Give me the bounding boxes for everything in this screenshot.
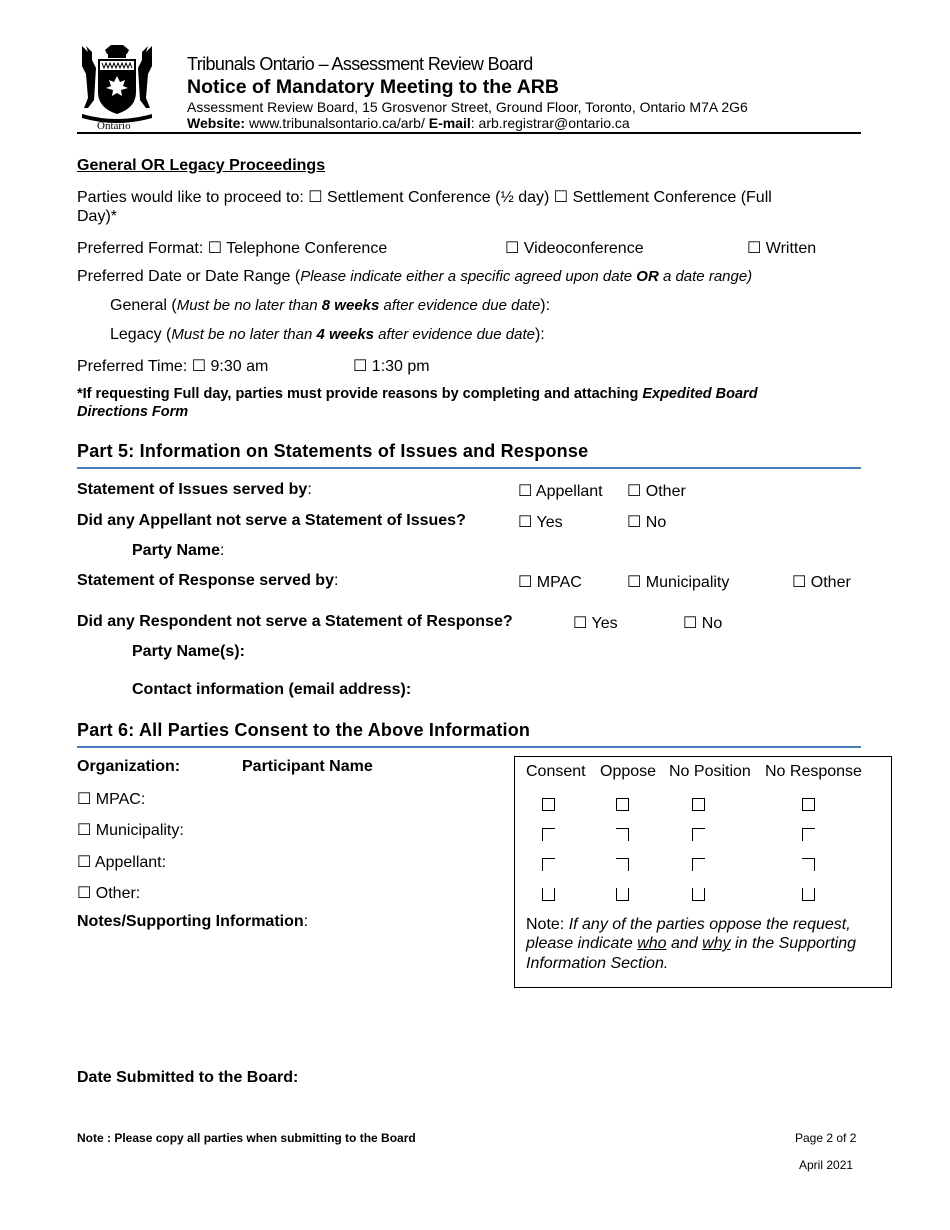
full-day-note-text: *If requesting Full day, parties must provide reasons by completing and attaching (77, 386, 643, 402)
consent-note-line3: Information Section. (526, 955, 669, 972)
revision-date: April 2021 (799, 1158, 854, 1172)
org-row-municipality[interactable]: ☐ Municipality: (77, 822, 184, 839)
legacy-date-row[interactable] (110, 326, 545, 344)
consent-checkbox[interactable] (542, 798, 555, 811)
response-served-label (77, 572, 338, 590)
issues-appellant-option[interactable]: ☐ Appellant (518, 483, 603, 500)
general-end: ): (540, 297, 551, 314)
page-number: Page 2 of 2 (795, 1131, 857, 1145)
issues-label: Statement of Issues served by (77, 481, 308, 498)
response-other-option[interactable]: ☐ Other (792, 574, 851, 591)
date-note-end: a date range) (658, 268, 753, 285)
website-link[interactable]: www.tribunalsontario.ca/arb/ (245, 115, 429, 131)
consent-note-line2 (526, 935, 856, 953)
consent-checkbox[interactable] (542, 858, 555, 871)
party-colon: : (220, 542, 225, 559)
oppose-checkbox[interactable] (616, 888, 629, 901)
header-contact (187, 115, 630, 131)
part6-rule (77, 746, 861, 748)
date-note-or: OR (636, 268, 659, 285)
response-colon: : (333, 572, 339, 589)
contact-info-field[interactable]: Contact information (email address): (132, 681, 412, 698)
legacy-weeks: 4 weeks (316, 326, 375, 343)
legacy-note-end: after evidence due date (374, 326, 535, 343)
general-label: General ( (110, 297, 177, 314)
issues-other-option[interactable]: ☐ Other (627, 483, 686, 500)
oppose-checkbox[interactable] (616, 828, 629, 841)
no-position-checkbox[interactable] (692, 828, 705, 841)
legacy-label: Legacy ( (110, 326, 172, 343)
no-position-checkbox[interactable] (692, 798, 705, 811)
response-yes-option[interactable]: ☐ Yes (573, 615, 618, 632)
part5-title: Part 5: Information on Statements of Issues and Response (77, 441, 589, 461)
date-note: Please indicate either a specific agreed upon date (300, 268, 637, 285)
response-no-option[interactable]: ☐ No (683, 615, 723, 632)
consent-checkbox[interactable] (542, 828, 555, 841)
proceed-line-1[interactable]: Parties would like to proceed to: ☐ Settlement Conference (½ day) ☐ Settlement Conference (Full (77, 189, 772, 206)
format-telephone-option[interactable]: Preferred Format: ☐ Telephone Conference (77, 240, 388, 257)
document-title: Notice of Mandatory Meeting to the ARB (187, 76, 559, 98)
org-row-other[interactable]: ☐ Other: (77, 885, 141, 902)
not-serve-issues-question: Did any Appellant not serve a Statement of Issues? (77, 512, 466, 529)
notes-field[interactable] (77, 913, 308, 931)
no-response-checkbox[interactable] (802, 888, 815, 901)
time-930-option[interactable]: Preferred Time: ☐ 9:30 am (77, 358, 269, 375)
participant-name-header: Participant Name (242, 758, 373, 775)
legacy-note: Must be no later than (171, 326, 317, 343)
proceed-line-2: Day)* (77, 208, 118, 225)
no-position-checkbox[interactable] (692, 888, 705, 901)
org-row-mpac[interactable]: ☐ MPAC: (77, 791, 146, 808)
notes-colon: : (303, 913, 309, 930)
general-date-row[interactable] (110, 297, 550, 315)
note-why: why (702, 935, 731, 952)
time-130-option[interactable]: ☐ 1:30 pm (353, 358, 430, 375)
col-oppose: Oppose (600, 763, 657, 780)
general-weeks: 8 weeks (321, 297, 380, 314)
full-day-note (77, 386, 758, 402)
col-no-response: No Response (765, 763, 862, 780)
part5-rule (77, 467, 861, 469)
party-name-field[interactable] (132, 542, 225, 560)
format-written-option[interactable]: ☐ Written (747, 240, 817, 257)
copy-note: Note : Please copy all parties when submitting to the Board (77, 1131, 416, 1145)
party-names-field[interactable]: Party Name(s): (132, 643, 245, 660)
logo-caption: Ontario (97, 120, 131, 132)
issues-yes-option[interactable]: ☐ Yes (518, 514, 563, 531)
part6-title: Part 6: All Parties Consent to the Above Information (77, 720, 531, 740)
preferred-date-label (77, 268, 752, 286)
response-mpac-option[interactable]: ☐ MPAC (518, 574, 582, 591)
consent-panel (514, 756, 892, 988)
note-prefix: Note: (526, 916, 569, 933)
no-response-checkbox[interactable] (802, 828, 815, 841)
note-text: in the Supporting (730, 935, 857, 952)
issues-no-option[interactable]: ☐ No (627, 514, 667, 531)
general-note-end: after evidence due date (379, 297, 541, 314)
organization-header: Organization: (77, 758, 181, 775)
date-submitted-field[interactable]: Date Submitted to the Board: (77, 1069, 299, 1086)
col-no-position: No Position (669, 763, 751, 780)
full-day-note-line2: Directions Form (77, 404, 189, 420)
note-who: who (637, 935, 667, 952)
format-video-option[interactable]: ☐ Videoconference (505, 240, 644, 257)
response-municipality-option[interactable]: ☐ Municipality (627, 574, 730, 591)
party-name-label: Party Name (132, 542, 221, 559)
oppose-checkbox[interactable] (616, 798, 629, 811)
general-heading: General OR Legacy Proceedings (77, 157, 326, 174)
consent-note-line1 (526, 916, 851, 934)
no-position-checkbox[interactable] (692, 858, 705, 871)
col-consent: Consent (526, 763, 586, 780)
ontario-coat-of-arms-icon (78, 42, 156, 132)
notes-label: Notes/Supporting Information (77, 913, 304, 930)
issues-served-label (77, 481, 312, 499)
note-text: If any of the parties oppose the request, (568, 916, 851, 933)
website-label: Website: (187, 115, 246, 131)
full-day-note-form: Expedited Board (642, 386, 758, 402)
consent-checkbox[interactable] (542, 888, 555, 901)
general-note: Must be no later than (176, 297, 322, 314)
response-label: Statement of Response served by (77, 572, 334, 589)
ontario-logo (78, 42, 156, 132)
not-serve-response-question: Did any Respondent not serve a Statement of Response? (77, 613, 513, 630)
note-text: and (666, 935, 703, 952)
date-label: Preferred Date or Date Range ( (77, 268, 301, 285)
no-response-checkbox[interactable] (802, 798, 815, 811)
header-address: Assessment Review Board, 15 Grosvenor Street, Ground Floor, Toronto, Ontario M7A 2G6 (187, 99, 748, 115)
org-row-appellant[interactable]: ☐ Appellant: (77, 854, 167, 871)
email-label: E-mail (428, 115, 471, 131)
note-text: please indicate (526, 935, 638, 952)
legacy-end: ): (534, 326, 545, 343)
email-link[interactable]: : arb.registrar@ontario.ca (470, 115, 630, 131)
no-response-checkbox[interactable] (802, 858, 815, 871)
issues-colon: : (307, 481, 312, 498)
header-org: Tribunals Ontario – Assessment Review Board (187, 54, 533, 74)
oppose-checkbox[interactable] (616, 858, 629, 871)
header-rule (77, 132, 861, 134)
